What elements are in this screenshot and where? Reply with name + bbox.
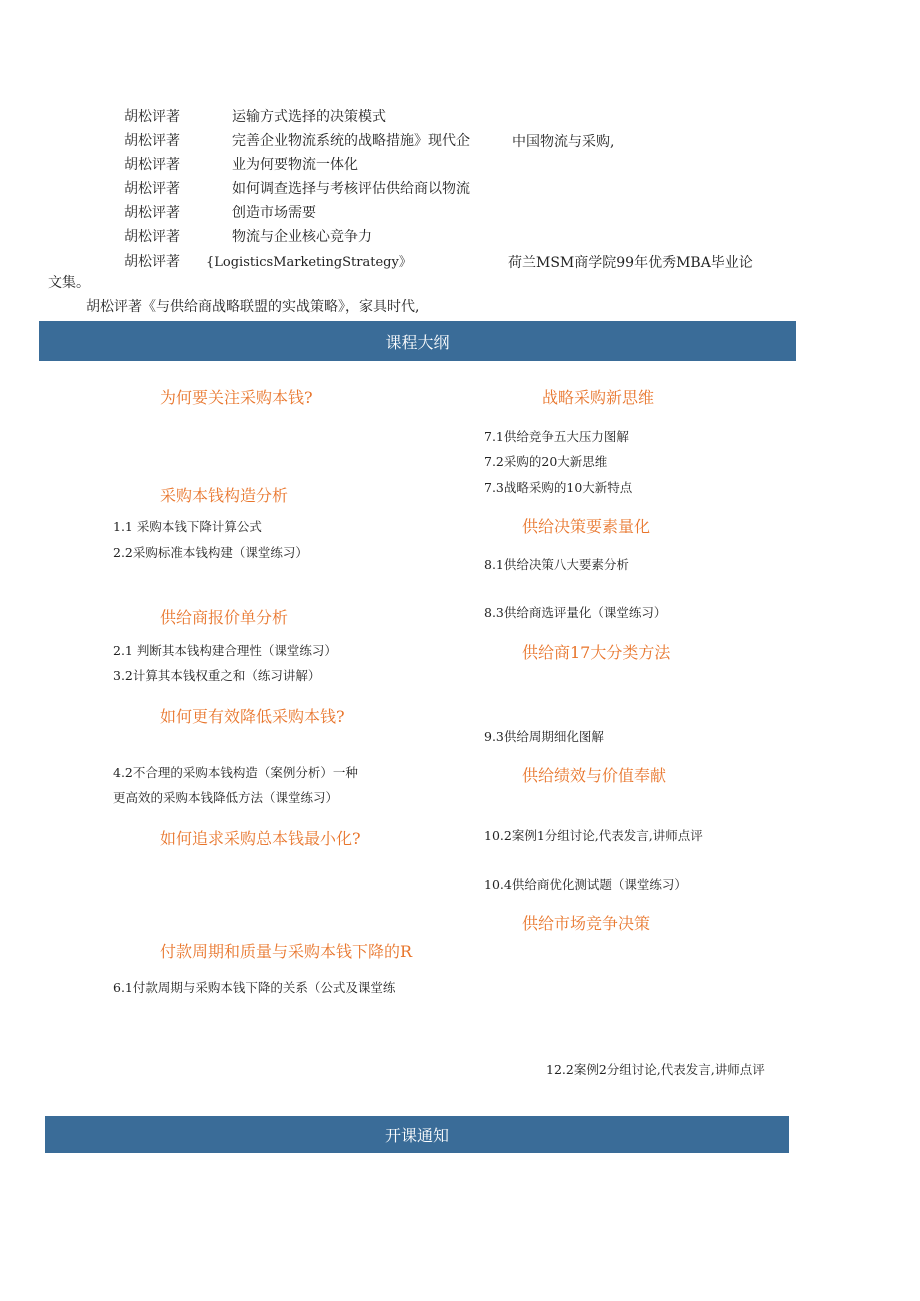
section-heading: 如何追求采购总本钱最小化? bbox=[160, 829, 361, 848]
section-heading: 付款周期和质量与采购本钱下降的R bbox=[160, 942, 413, 961]
syllabus-banner bbox=[39, 321, 796, 361]
syllabus-item: 8.1供给决策八大要素分析 bbox=[484, 557, 629, 572]
pub-wrap-text: 文集。 bbox=[48, 275, 90, 291]
section-heading: 采购本钱构造分析 bbox=[160, 486, 289, 505]
syllabus-banner-title: 课程大纲 bbox=[385, 332, 450, 352]
pub-author: 胡松评著 bbox=[124, 254, 180, 270]
pub-last: 胡松评著《与供给商战略联盟的实战策略》，家具时代, bbox=[86, 299, 420, 315]
section-heading: 如何更有效降低采购本钱? bbox=[160, 707, 345, 726]
syllabus-item: 8.3供给商选评量化（课堂练习） bbox=[484, 605, 667, 620]
syllabus-item: 1.1 采购本钱下降计算公式 bbox=[113, 519, 262, 534]
syllabus-item: 12.2案例2分组讨论,代表发言,讲师点评 bbox=[546, 1062, 765, 1077]
pub-title: {LogisticsMarketingStrategy》 bbox=[206, 255, 412, 270]
course-notice-banner bbox=[45, 1116, 789, 1153]
pub-source: 荷兰MSM商学院99年优秀MBA毕业论 bbox=[508, 255, 753, 271]
pub-author: 胡松评著 bbox=[124, 205, 180, 221]
pub-author: 胡松评著 bbox=[124, 181, 180, 197]
section-heading: 供给绩效与价值奉献 bbox=[522, 766, 667, 785]
syllabus-item: 4.2不合理的采购本钱构造（案例分析）一种 bbox=[113, 765, 358, 780]
syllabus-item: 10.2案例1分组讨论,代表发言,讲师点评 bbox=[484, 828, 703, 843]
section-heading: 供给决策要素量化 bbox=[522, 517, 651, 536]
pub-title: 完善企业物流系统的战略措施》现代企 bbox=[232, 133, 470, 149]
pub-author: 胡松评著 bbox=[124, 133, 180, 149]
syllabus-item: 7.3战略采购的10大新特点 bbox=[484, 480, 633, 495]
pub-source: 中国物流与采购, bbox=[512, 134, 615, 150]
syllabus-item: 2.1 判断其本钱构建合理性（课堂练习） bbox=[113, 643, 337, 658]
pub-author: 胡松评著 bbox=[124, 229, 180, 245]
syllabus-item: 3.2计算其本钱权重之和（练习讲解） bbox=[113, 668, 321, 683]
section-heading: 供给市场竞争决策 bbox=[522, 914, 651, 933]
syllabus-item: 7.1供给竞争五大压力图解 bbox=[484, 429, 629, 444]
pub-author: 胡松评著 bbox=[124, 157, 180, 173]
section-heading: 供给商报价单分析 bbox=[160, 608, 289, 627]
pub-title: 业为何要物流一体化 bbox=[232, 157, 358, 173]
pub-author: 胡松评著 bbox=[124, 109, 180, 125]
pub-title: 创造市场需要 bbox=[232, 205, 316, 221]
pub-title: 运输方式选择的决策模式 bbox=[232, 109, 386, 125]
pub-title: 如何调查选择与考核评估供给商以物流 bbox=[232, 181, 470, 197]
syllabus-item: 6.1付款周期与采购本钱下降的关系（公式及课堂练 bbox=[113, 980, 396, 995]
section-heading: 为何要关注采购本钱? bbox=[160, 388, 313, 407]
syllabus-item: 2.2采购标准本钱构建（课堂练习） bbox=[113, 545, 308, 560]
syllabus-item: 10.4供给商优化测试题（课堂练习） bbox=[484, 877, 687, 892]
course-notice-banner-title: 开课通知 bbox=[384, 1126, 449, 1145]
section-heading: 供给商17大分类方法 bbox=[522, 643, 671, 662]
syllabus-item: 更高效的采购本钱降低方法（课堂练习） bbox=[113, 790, 339, 805]
syllabus-item: 7.2采购的20大新思维 bbox=[484, 454, 608, 469]
pub-title: 物流与企业核心竞争力 bbox=[232, 229, 372, 245]
section-heading: 战略采购新思维 bbox=[542, 388, 655, 407]
syllabus-item: 9.3供给周期细化图解 bbox=[484, 729, 604, 744]
